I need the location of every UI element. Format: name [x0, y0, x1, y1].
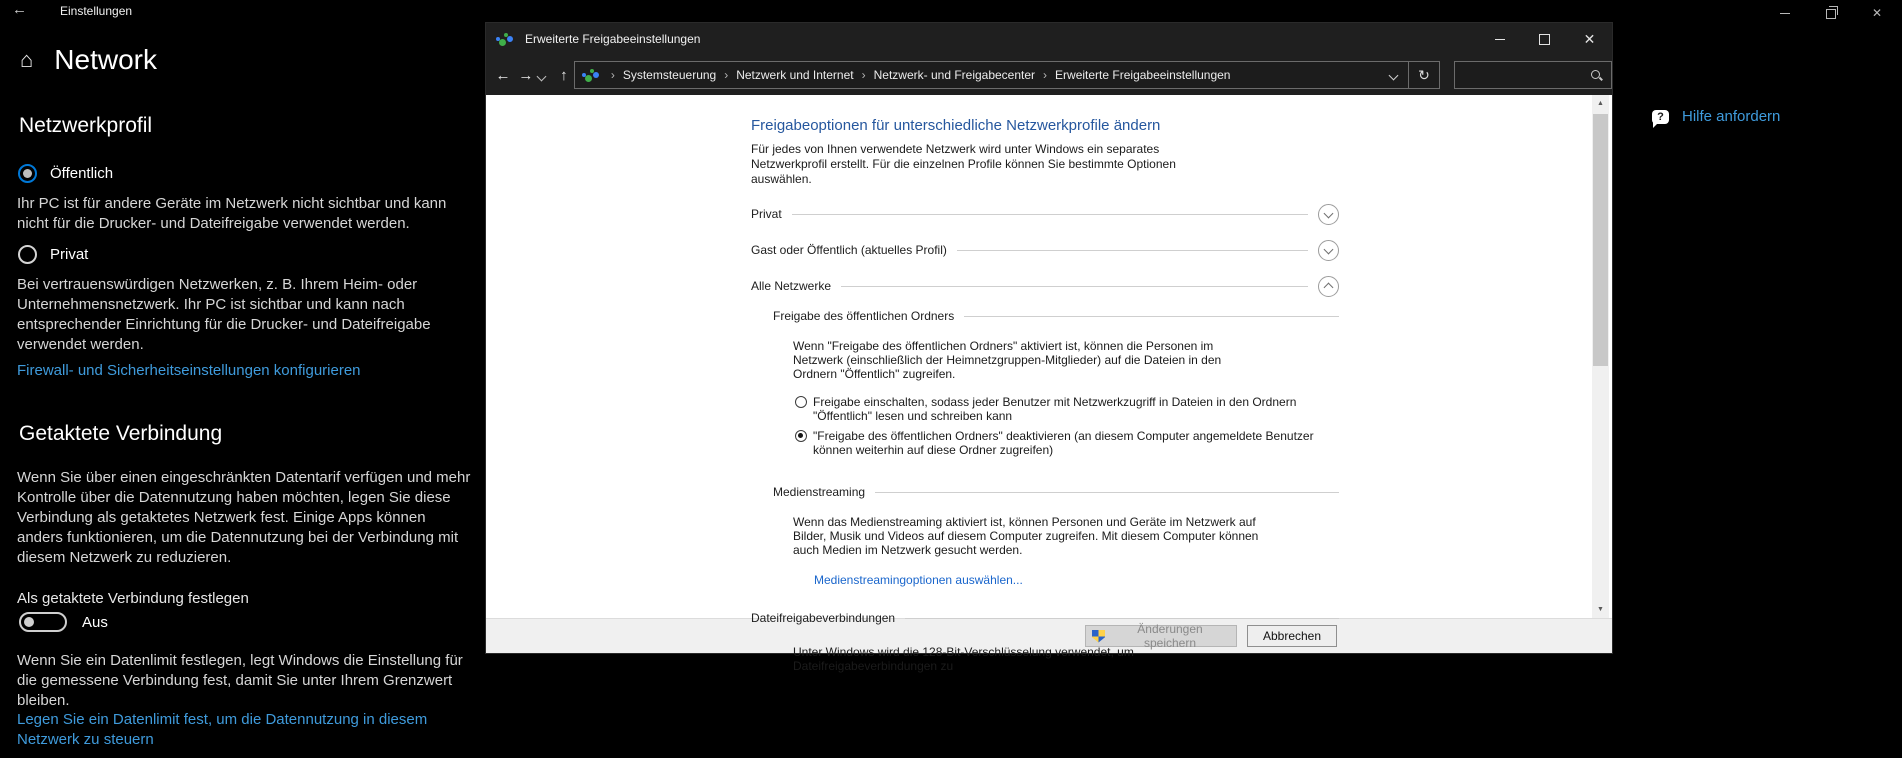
nav-history-chevron-icon[interactable]	[538, 67, 552, 85]
public-description: Ihr PC ist für andere Geräte im Netzwerk nicht sichtbar und kann nicht für die Drucker- und Dateifreigabe verwendet werden.	[17, 195, 447, 232]
settings-window-controls	[1762, 0, 1900, 26]
cancel-label: Abbrechen	[1262, 629, 1322, 643]
cpl-window-title: Erweiterte Freigabeeinstellungen	[525, 32, 701, 46]
cpl-maximize-button[interactable]	[1522, 23, 1567, 55]
profile-alle-label: Alle Netzwerke	[751, 279, 832, 293]
address-bar-right	[1378, 62, 1439, 88]
metered-toggle-row	[19, 612, 108, 632]
profile-gast-label: Gast oder Öffentlich (aktuelles Profil)	[751, 243, 947, 257]
cpl-page-heading: Freigabeoptionen für unterschiedliche Netzwerkprofile ändern	[751, 117, 1161, 134]
scroll-up-button[interactable]: ▲	[1597, 100, 1604, 107]
address-bar[interactable]	[574, 61, 1440, 89]
radio-on-icon[interactable]	[795, 430, 807, 442]
address-page-icon	[582, 68, 599, 83]
divider	[792, 214, 1308, 215]
crumb-separator-icon: ›	[610, 68, 615, 82]
search-box[interactable]	[1454, 61, 1612, 89]
metered-toggle[interactable]	[19, 612, 67, 632]
divider	[964, 316, 1339, 317]
media-streaming-options-link[interactable]: Medienstreamingoptionen auswählen...	[814, 573, 1023, 587]
cpl-titlebar	[486, 23, 1612, 55]
media-streaming-header-row	[773, 481, 1339, 503]
profile-row-gast	[751, 239, 1339, 261]
radio-public-label: Öffentlich	[50, 165, 114, 182]
nav-back-icon[interactable]: ←	[495, 66, 511, 84]
divider	[957, 250, 1308, 251]
crumb-separator-icon: ›	[724, 68, 729, 82]
minimize-icon	[1495, 39, 1505, 40]
radio-sharing-on-label: Freigabe einschalten, sodass jeder Benutzer mit Netzwerkzugriff in Dateien in den Ordnern "Öffentlich" lesen und schreiben kann	[813, 395, 1297, 423]
get-help-row	[1652, 108, 1780, 125]
radio-sharing-off[interactable]	[795, 429, 1339, 457]
public-folder-heading: Freigabe des öffentlichen Ordners	[773, 309, 955, 323]
data-limit-link[interactable]: Legen Sie ein Datenlimit fest, um die Datennutzung in diesem Netzwerk zu steuern	[17, 711, 428, 748]
metered-toggle-label: Als getaktete Verbindung festlegen	[17, 590, 249, 607]
cpl-minimize-button[interactable]	[1477, 23, 1522, 55]
crumb-separator-icon: ›	[861, 68, 866, 82]
breadcrumb-freigabecenter[interactable]: Netzwerk- und Freigabecenter	[873, 68, 1036, 82]
divider	[905, 618, 1339, 619]
file-sharing-heading: Dateifreigabeverbindungen	[751, 611, 896, 625]
metered-description: Wenn Sie über einen eingeschränkten Datentarif verfügen und mehr Kontrolle über die Datennutzung haben möchten, legen Sie diese Verbindung als getaktetes Netzwerk fest. Einige Apps können anders funktionieren, um die Datennutzung bei der Verbindung mit diesem Netzwerk zu reduzieren.	[17, 469, 471, 566]
radio-off-icon[interactable]	[795, 396, 807, 408]
cpl-window-controls	[1477, 23, 1612, 55]
scroll-down-button[interactable]: ▼	[1597, 606, 1604, 613]
nav-forward-icon[interactable]: →	[518, 66, 534, 84]
cpl-navigation-bar	[486, 55, 1612, 95]
save-changes-label: Änderungen speichern	[1137, 622, 1203, 650]
radio-public-icon[interactable]	[18, 164, 37, 183]
breadcrumb-erweiterte-freigabe[interactable]: Erweiterte Freigabeeinstellungen	[1055, 68, 1231, 82]
cpl-close-button[interactable]	[1567, 23, 1612, 55]
address-dropdown-icon[interactable]	[1378, 72, 1408, 79]
public-folder-header-row	[773, 305, 1339, 327]
profile-privat-label: Privat	[751, 207, 782, 221]
file-sharing-header-row	[751, 607, 1339, 629]
profile-row-alle	[751, 275, 1339, 297]
expand-privat-button[interactable]	[1318, 204, 1339, 225]
radio-private-icon[interactable]	[18, 245, 37, 264]
search-input[interactable]	[1463, 67, 1591, 83]
breadcrumb-systemsteuerung[interactable]: Systemsteuerung	[622, 68, 717, 82]
network-app-icon	[496, 32, 513, 47]
page-title: Network	[54, 44, 157, 75]
close-button[interactable]	[1854, 0, 1900, 26]
firewall-settings-link[interactable]: Firewall- und Sicherheitseinstellungen konfigurieren	[17, 362, 361, 379]
network-profile-heading: Netzwerkprofil	[19, 114, 153, 137]
cpl-page-intro: Für jedes von Ihnen verwendete Netzwerk wird unter Windows ein separates Netzwerkprofil erstellt. Für die einzelnen Profile können Sie bestimmte Optionen auswählen.	[751, 142, 1176, 186]
settings-back-icon[interactable]: ←	[12, 1, 27, 18]
chevron-down-icon	[1324, 208, 1334, 218]
close-icon: ✕	[1871, 6, 1883, 20]
radio-private-label: Privat	[50, 246, 89, 263]
data-limit-description: Wenn Sie ein Datenlimit festlegen, legt Windows die Einstellung für die gemessene Verbindung fest, damit Sie unter Ihrem Grenzwert bleiben.	[17, 652, 463, 709]
toggle-knob-icon	[24, 617, 34, 627]
scrollbar[interactable]	[1592, 95, 1609, 618]
minimize-button[interactable]	[1762, 0, 1808, 26]
metered-connection-heading: Getaktete Verbindung	[19, 422, 223, 445]
minimize-icon	[1780, 13, 1790, 14]
close-icon: ✕	[1583, 30, 1596, 47]
divider	[875, 492, 1339, 493]
radio-sharing-off-label: "Freigabe des öffentlichen Ordners" deaktivieren (an diesem Computer angemeldete Benutzer können weiterhin auf diese Ordner zugreifen)	[813, 429, 1314, 457]
settings-page-header	[20, 44, 157, 76]
toggle-state-label: Aus	[82, 613, 108, 631]
restore-button[interactable]	[1808, 0, 1854, 26]
expand-gast-button[interactable]	[1318, 240, 1339, 261]
help-bubble-icon: ?	[1652, 110, 1669, 124]
collapse-alle-button[interactable]	[1318, 276, 1339, 297]
private-description: Bei vertrauenswürdigen Netzwerken, z. B. Ihrem Heim- oder Unternehmensnetzwerk. Ihr PC ist sichtbar und kann nach entsprechender Einrichtung für die Drucker- und Dateifreigabe verwendet werden.	[17, 276, 431, 353]
restore-icon	[1826, 9, 1836, 19]
public-folder-description: Wenn "Freigabe des öffentlichen Ordners" aktiviert ist, können die Personen im Netzwerk (einschließlich der Heimnetzgruppen-Mitglieder) auf die Dateien in den Ordnern "Öffentlich" zugreifen.	[793, 339, 1222, 381]
advanced-sharing-window	[485, 22, 1613, 673]
search-icon[interactable]	[1591, 69, 1603, 81]
media-streaming-description: Wenn das Medienstreaming aktiviert ist, können Personen und Geräte im Netzwerk auf Bilder, Musik und Videos auf diesem Computer zugreifen. Mit diesem Computer können auch Medien im Netzwerk gesucht werden.	[793, 515, 1259, 557]
settings-window-title: Einstellungen	[60, 4, 133, 18]
radio-sharing-on[interactable]	[795, 395, 1339, 423]
media-streaming-heading: Medienstreaming	[773, 485, 866, 499]
crumb-separator-icon: ›	[1043, 68, 1048, 82]
profile-row-privat	[751, 203, 1339, 225]
nav-up-icon[interactable]: ↑	[560, 66, 568, 84]
refresh-icon[interactable]: ↻	[1418, 66, 1430, 83]
get-help-link[interactable]: Hilfe anfordern	[1682, 108, 1781, 125]
breadcrumb-netzwerk-internet[interactable]: Netzwerk und Internet	[736, 68, 854, 82]
chevron-down-icon	[1324, 244, 1334, 254]
file-sharing-clipped-text: Unter Windows wird die 128-Bit-Verschlüsselung verwendet, um Dateifreigabeverbindungen zu	[793, 645, 1134, 673]
radio-public[interactable]	[18, 164, 113, 183]
scrollbar-thumb[interactable]	[1593, 114, 1608, 366]
divider	[841, 286, 1308, 287]
home-icon[interactable]: ⌂	[20, 47, 34, 72]
radio-private[interactable]	[18, 245, 88, 264]
chevron-up-icon	[1324, 282, 1334, 292]
maximize-icon	[1539, 34, 1550, 45]
